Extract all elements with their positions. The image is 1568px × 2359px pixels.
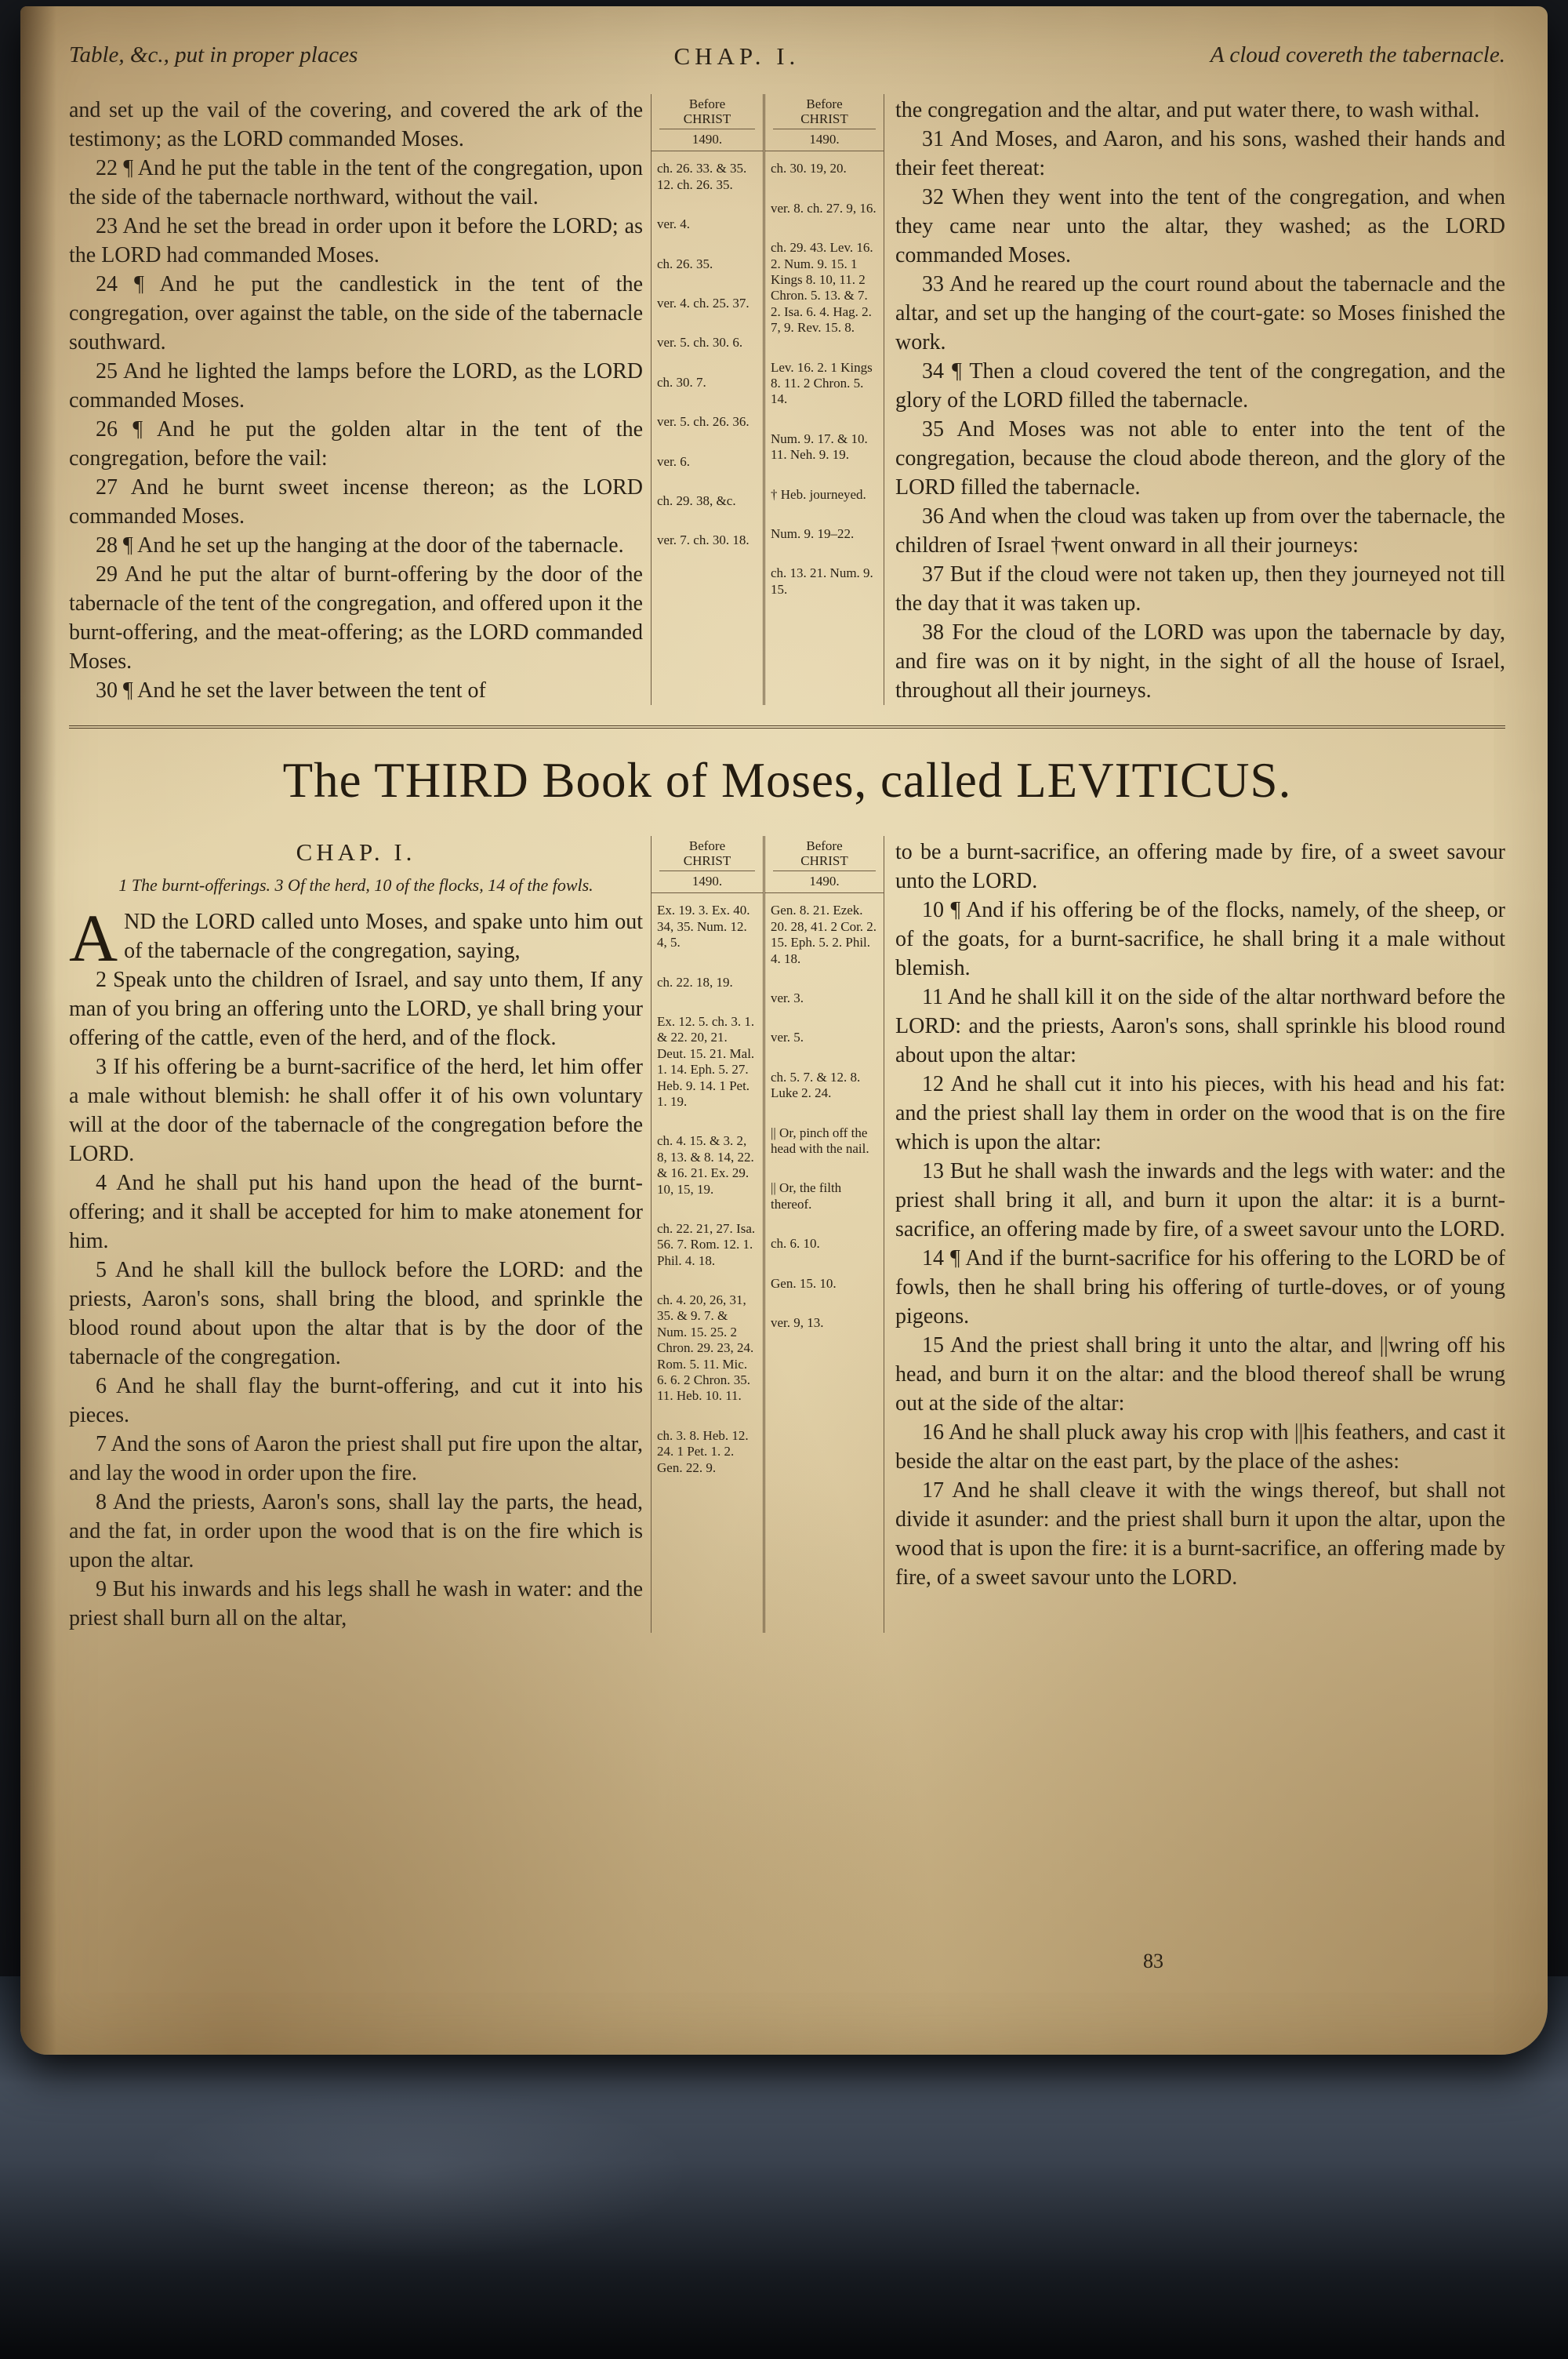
page-number: 83: [1143, 1950, 1163, 1972]
margin-reference: ver. 9, 13.: [771, 1314, 824, 1330]
margin-reference: ver. 4. ch. 25. 37.: [657, 296, 750, 311]
ref-header-before: Before: [688, 96, 726, 111]
margin-reference: Num. 9. 19–22.: [771, 525, 855, 541]
ref-header-christ: CHRIST: [800, 853, 848, 869]
margin-reference: ch. 30. 7.: [657, 374, 706, 390]
margin-reference: † Heb. journeyed.: [771, 486, 866, 502]
ref-column-header: [765, 836, 884, 893]
verse: 32 When they went into the tent of the congregation, and when they came near unto the altar, they washed; as the LORD commanded Moses.: [895, 185, 1505, 267]
margin-reference: ch. 22. 18, 19.: [657, 974, 733, 990]
margin-reference: || Or, the filth thereof.: [771, 1180, 842, 1212]
margin-reference: ver. 5.: [771, 1030, 804, 1045]
margin-reference: ch. 4. 15. & 3. 2, 8, 13. & 8. 14, 22. & 16. 21. Ex. 29. 10, 15, 19.: [657, 1133, 754, 1197]
ref-header-christ: CHRIST: [683, 853, 731, 869]
ref-header-year: 1490.: [659, 129, 755, 147]
verse: 2 Speak unto the children of Israel, and say unto them, If any man of you bring an offering unto the LORD, ye shall bring your offering of the cattle, even of the herd, and of the flock.: [69, 967, 643, 1050]
backdrop-light-reflection: [141, 2086, 690, 2259]
verse: 35 And Moses was not able to enter into the tent of the congregation, because the cloud abode thereon, and the glory of the LORD filled the tabernacle.: [895, 417, 1505, 500]
verse: 7 And the sons of Aaron the priest shall put fire upon the altar, and lay the wood in order upon the fire.: [69, 1431, 643, 1485]
margin-reference: || Or, pinch off the head with the nail.: [771, 1125, 869, 1156]
verse: 38 For the cloud of the LORD was upon the tabernacle by day, and fire was on it by night, in the sight of all the house of Israel, throughout all their journeys.: [895, 620, 1505, 703]
margin-reference: Num. 9. 17. & 10. 11. Neh. 9. 19.: [771, 431, 868, 463]
ref-header-christ: CHRIST: [800, 111, 848, 127]
exodus-left-ref-column: [651, 94, 765, 705]
margin-reference: ver. 7. ch. 30. 18.: [657, 533, 750, 548]
verse: to be a burnt-sacrifice, an offering made by fire, of a sweet savour unto the LORD.: [895, 840, 1505, 893]
ref-header-year: 1490.: [659, 871, 755, 889]
margin-reference: ch. 26. 35.: [657, 256, 713, 271]
verse: 26 ¶ And he put the golden altar in the tent of the congregation, before the vail:: [69, 417, 643, 471]
book-title: The THIRD Book of Moses, called LEVITICUS.: [282, 753, 1292, 808]
margin-reference: Ex. 19. 3. Ex. 40. 34, 35. Num. 12. 4, 5.: [657, 903, 750, 951]
margin-reference: ver. 5. ch. 26. 36.: [657, 414, 750, 430]
ref-list: [771, 903, 878, 1331]
ref-header-year: 1490.: [773, 871, 876, 889]
margin-reference: ch. 3. 8. Heb. 12. 24. 1 Pet. 1. 2. Gen. 22. 9.: [657, 1427, 749, 1475]
margin-reference: ver. 6.: [657, 453, 691, 469]
verse: 24 ¶ And he put the candlestick in the tent of the congregation, over against the table, on the side of the tabernacle southward.: [69, 272, 643, 354]
verse: 31 And Moses, and Aaron, and his sons, washed their hands and their feet thereat:: [895, 127, 1505, 180]
running-head-chapter: CHAP. I.: [673, 42, 800, 70]
verse: 23 And he set the bread in order upon it before the LORD; as the LORD had commanded Moses.: [69, 214, 643, 267]
verse: 5 And he shall kill the bullock before the LORD: and the priests, Aaron's sons, shall bring the blood, and sprinkle the blood round about upon the altar that is by the door of the tabernacle of the congregation.: [69, 1257, 643, 1369]
margin-reference: ch. 6. 10.: [771, 1236, 820, 1252]
ref-header-christ: CHRIST: [683, 111, 731, 127]
running-head: [69, 42, 1505, 80]
margin-reference: ver. 5. ch. 30. 6.: [657, 335, 743, 351]
exodus-right-ref-column: [765, 94, 884, 705]
book-page: [20, 6, 1548, 2055]
verse-list: [69, 900, 643, 1633]
running-head-left: Table, &c., put in proper places: [69, 42, 358, 67]
leviticus-left-ref-column: [651, 836, 765, 1633]
verse: 37 But if the cloud were not taken up, then they journeyed not till the day that it was taken up.: [895, 562, 1505, 616]
verse: 9 But his inwards and his legs shall he wash in water: and the priest shall burn all on the altar,: [69, 1576, 643, 1630]
verse: 8 And the priests, Aaron's sons, shall lay the parts, the head, and the fat, in order upon the wood that is on the fire which is upon the altar.: [69, 1489, 643, 1572]
margin-reference: ver. 4.: [657, 216, 691, 232]
verse: 34 ¶ Then a cloud covered the tent of the congregation, and the glory of the LORD filled the tabernacle.: [895, 359, 1505, 413]
margin-reference: ver. 3.: [771, 990, 804, 1006]
verse: the congregation and the altar, and put water there, to wash withal.: [895, 98, 1480, 122]
margin-reference: ver. 8. ch. 27. 9, 16.: [771, 200, 877, 216]
verse: 28 ¶ And he set up the hanging at the door of the tabernacle.: [96, 533, 624, 558]
verse: 4 And he shall put his hand upon the head of the burnt-offering; and it shall be accepted for him to make atonement for him.: [69, 1170, 643, 1253]
margin-reference: ch. 4. 20, 26, 31, 35. & 9. 7. & Num. 15. 25. 2 Chron. 29. 23, 24. Rom. 5. 11. Mic. 6. 6. 2 Chron. 35. 11. Heb. 10. 11.: [657, 1292, 754, 1404]
section-divider: [69, 725, 1505, 729]
ref-header-before: Before: [688, 838, 726, 853]
leviticus-right-ref-column: [765, 836, 884, 1633]
ref-column-header: [652, 94, 763, 151]
ref-header-year: 1490.: [773, 129, 876, 147]
margin-reference: Gen. 8. 21. Ezek. 20. 28, 41. 2 Cor. 2. 15. Eph. 5. 2. Phil. 4. 18.: [771, 903, 877, 966]
verse: and set up the vail of the covering, and covered the ark of the testimony; as the LORD commanded Moses.: [69, 98, 643, 151]
verse: 29 And he put the altar of burnt-offering by the door of the tabernacle of the tent of the congregation, and offered upon it the burnt-offering, and the meat-offering; as the LORD commanded Moses.: [69, 562, 643, 674]
verse: 11 And he shall kill it on the side of the altar northward before the LORD: and the priests, Aaron's sons, shall sprinkle his blood round about upon the altar:: [895, 985, 1505, 1067]
verse: 27 And he burnt sweet incense thereon; as the LORD commanded Moses.: [69, 475, 643, 529]
verse: 3 If his offering be a burnt-sacrifice of the herd, let him offer a male without blemish: he shall offer it of his own voluntary will at the door of the tabernacle of the congregation before the LORD.: [69, 1054, 643, 1166]
verse: AND the LORD called unto Moses, and spake unto him out of the tabernacle of the congregation, saying,: [69, 900, 643, 976]
ref-column-header: [765, 94, 884, 151]
exodus-section: [69, 94, 1505, 705]
margin-reference: ch. 13. 21. Num. 9. 15.: [771, 565, 873, 597]
verse: 22 ¶ And he put the table in the tent of the congregation, upon the side of the tabernacle northward, without the vail.: [69, 156, 643, 209]
margin-reference: Ex. 12. 5. ch. 3. 1. & 22. 20, 21. Deut. 15. 21. Mal. 1. 14. Eph. 5. 27. Heb. 9. 14. 1 Pet. 1. 19.: [657, 1014, 755, 1109]
margin-reference: ch. 29. 38, &c.: [657, 493, 736, 508]
leviticus-left-column: [69, 836, 651, 1633]
leviticus-section: [69, 836, 1505, 1633]
verse: 17 And he shall cleave it with the wings thereof, but shall not divide it asunder: and the priest shall burn it upon the altar, upon the wood that is upon the fire: it is a burnt-sacrifice, an offering made by fire, of a sweet savour unto the LORD.: [895, 1478, 1505, 1590]
ref-column-header: [652, 836, 763, 893]
margin-reference: Gen. 15. 10.: [771, 1275, 837, 1291]
verse: 15 And the priest shall bring it unto the altar, and ||wring off his head, and burn it on the altar: and the blood thereof shall be wrung out at the side of the altar:: [895, 1333, 1505, 1416]
chapter-summary: 1 The burnt-offerings. 3 Of the herd, 10 of the flocks, 14 of the fowls.: [118, 875, 593, 895]
verse: 12 And he shall cut it into his pieces, with his head and his fat: and the priest shall lay them in order on the wood that is on the fire which is upon the altar:: [895, 1072, 1505, 1154]
margin-reference: ch. 30. 19, 20.: [771, 161, 847, 176]
verse: 14 ¶ And if the burnt-sacrifice for his offering to the LORD be of fowls, then he shall bring his offering of turtle-doves, or of young pigeons.: [895, 1246, 1505, 1329]
running-head-right: A cloud covereth the tabernacle.: [1210, 42, 1505, 67]
chapter-heading: CHAP. I.: [296, 838, 416, 866]
verse: 10 ¶ And if his offering be of the flocks, namely, of the sheep, or of the goats, for a burnt-sacrifice, he shall bring it a male without blemish.: [895, 898, 1505, 980]
ref-list: [771, 161, 878, 598]
verse: 25 And he lighted the lamps before the LORD, as the LORD commanded Moses.: [69, 359, 643, 413]
verse: 36 And when the cloud was taken up from over the tabernacle, the children of Israel †went onward in all their journeys:: [895, 504, 1505, 558]
verse: 16 And he shall pluck away his crop with ||his feathers, and cast it beside the altar on the east part, by the place of the ashes:: [895, 1420, 1505, 1474]
ref-list: [657, 903, 757, 1476]
ref-header-before: Before: [806, 96, 843, 111]
margin-reference: ch. 5. 7. & 12. 8. Luke 2. 24.: [771, 1069, 861, 1101]
ref-list: [657, 161, 757, 548]
verse: 13 But he shall wash the inwards and the legs with water: and the priest shall bring it all, and burn it upon the altar: it is a burnt-sacrifice, an offering made by fire, of a sweet savour unto the LORD.: [895, 1159, 1505, 1241]
page-content: [20, 6, 1548, 1633]
verse: 6 And he shall flay the burnt-offering, and cut it into his pieces.: [69, 1373, 643, 1427]
exodus-left-column: [69, 94, 651, 705]
leviticus-right-column: [884, 836, 1505, 1633]
ref-header-before: Before: [806, 838, 843, 853]
verse: 33 And he reared up the court round about the tabernacle and the altar, and set up the hanging of the court-gate: so Moses finished the work.: [895, 272, 1505, 354]
margin-reference: ch. 29. 43. Lev. 16. 2. Num. 9. 15. 1 Kings 8. 10, 11. 2 Chron. 5. 13. & 7. 2. Isa. 6. 4. Hag. 2. 7, 9. Rev. 15. 8.: [771, 240, 873, 336]
margin-reference: ch. 22. 21, 27. Isa. 56. 7. Rom. 12. 1. Phil. 4. 18.: [657, 1220, 756, 1268]
verse: 30 ¶ And he set the laver between the tent of: [96, 678, 486, 703]
exodus-right-column: [884, 94, 1505, 705]
margin-reference: Lev. 16. 2. 1 Kings 8. 11. 2 Chron. 5. 14.: [771, 359, 873, 407]
margin-reference: ch. 26. 33. & 35. 12. ch. 26. 35.: [657, 161, 747, 192]
